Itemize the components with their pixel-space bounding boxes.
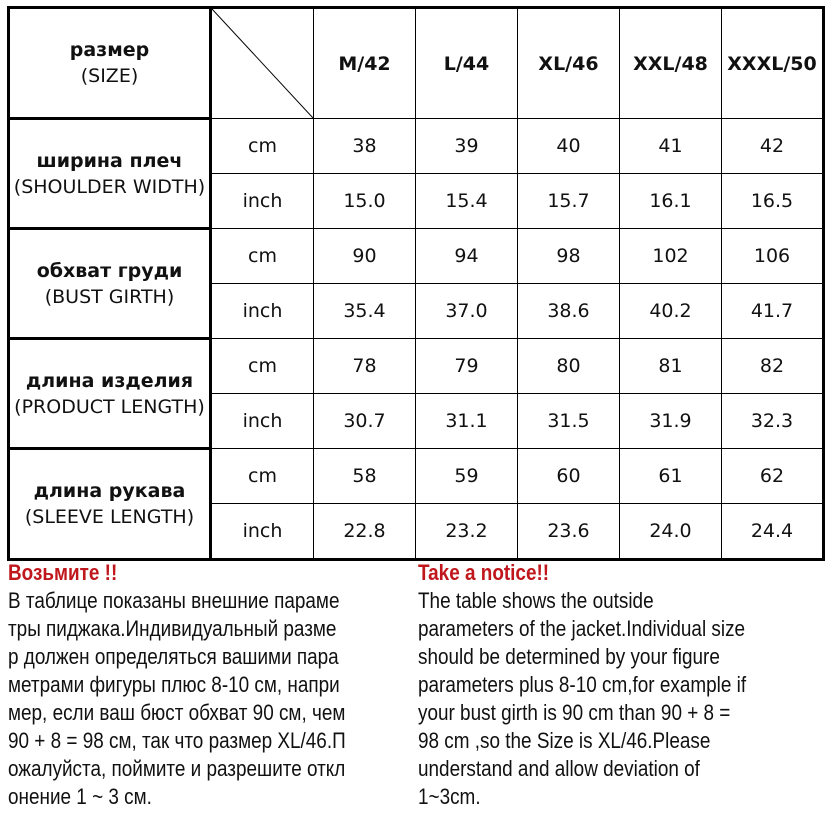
value-cell: 94 — [416, 229, 518, 284]
value-cell: 78 — [314, 339, 416, 394]
notes-english — [418, 559, 746, 811]
notice-title-en: Take a notice!! — [418, 560, 550, 585]
measurement-label-en: (PRODUCT LENGTH) — [14, 395, 205, 418]
measurement-label-en: (SHOULDER WIDTH) — [13, 175, 206, 198]
value-cell: 24.0 — [620, 504, 722, 560]
value-cell: 79 — [416, 339, 518, 394]
unit-cell: cm — [211, 119, 314, 174]
size-chart-table — [7, 6, 825, 561]
unit-cell: cm — [211, 229, 314, 284]
value-cell: 23.2 — [416, 504, 518, 560]
value-cell: 31.1 — [416, 394, 518, 449]
note-line: 90 + 8 = 98 см, так что размер XL/46.П — [8, 728, 346, 753]
measurement-label-ru: обхват груди — [36, 259, 183, 282]
size-header-label — [9, 8, 211, 119]
measurement-label-ru: длина изделия — [25, 369, 194, 392]
value-cell: 15.0 — [314, 174, 416, 229]
value-cell: 30.7 — [314, 394, 416, 449]
measurement-label — [9, 119, 211, 229]
measurement-label — [9, 339, 211, 449]
note-line: understand and allow deviation of — [418, 756, 700, 781]
value-cell: 16.1 — [620, 174, 722, 229]
value-cell: 35.4 — [314, 284, 416, 339]
note-line: ожалуйста, поймите и разрешите откл — [8, 756, 346, 781]
diagonal-cell — [211, 8, 314, 119]
value-cell: 106 — [722, 229, 824, 284]
note-line: your bust girth is 90 cm than 90 + 8 = — [418, 700, 731, 725]
unit-cell: cm — [211, 339, 314, 394]
value-cell: 40 — [518, 119, 620, 174]
value-cell: 102 — [620, 229, 722, 284]
note-line: parameters of the jacket.Individual size — [418, 616, 746, 641]
value-cell: 23.6 — [518, 504, 620, 560]
value-cell: 38.6 — [518, 284, 620, 339]
table-row — [9, 229, 824, 284]
size-column-header: XXXL/50 — [722, 8, 824, 119]
value-cell: 80 — [518, 339, 620, 394]
value-cell: 42 — [722, 119, 824, 174]
note-line: тры пиджака.Индивидуальный разме — [8, 616, 337, 641]
note-line: The table shows the outside — [418, 588, 654, 613]
note-line: метрами фигуры плюс 8-10 см, напри — [8, 672, 340, 697]
value-cell: 82 — [722, 339, 824, 394]
size-column-header: M/42 — [314, 8, 416, 119]
size-column-header: L/44 — [416, 8, 518, 119]
value-cell: 38 — [314, 119, 416, 174]
measurement-label-en: (BUST GIRTH) — [44, 285, 175, 308]
unit-cell: inch — [211, 394, 314, 449]
table-row — [9, 119, 824, 174]
table-row — [9, 449, 824, 504]
size-label-en: (SIZE) — [80, 65, 139, 87]
notes-russian — [8, 559, 346, 811]
value-cell: 62 — [722, 449, 824, 504]
value-cell: 41.7 — [722, 284, 824, 339]
value-cell: 15.4 — [416, 174, 518, 229]
value-cell: 60 — [518, 449, 620, 504]
notice-title-ru: Возьмите !! — [8, 560, 118, 585]
note-line: should be determined by your figure — [418, 644, 720, 669]
measurement-label-ru: длина рукава — [33, 480, 186, 502]
diagonal-line — [212, 9, 313, 118]
unit-cell: inch — [211, 504, 314, 560]
size-label-ru: размер — [69, 39, 150, 61]
value-cell: 41 — [620, 119, 722, 174]
value-cell: 31.9 — [620, 394, 722, 449]
unit-cell: inch — [211, 284, 314, 339]
note-line: р должен определяться вашими пара — [8, 644, 339, 669]
value-cell: 98 — [518, 229, 620, 284]
value-cell: 31.5 — [518, 394, 620, 449]
value-cell: 58 — [314, 449, 416, 504]
measurement-label-en: (SLEEVE LENGTH) — [24, 506, 195, 528]
value-cell: 16.5 — [722, 174, 824, 229]
note-line: 1~3cm. — [418, 784, 481, 809]
measurement-label — [9, 449, 211, 560]
size-column-header: XL/46 — [518, 8, 620, 119]
value-cell: 32.3 — [722, 394, 824, 449]
unit-cell: inch — [211, 174, 314, 229]
value-cell: 90 — [314, 229, 416, 284]
value-cell: 81 — [620, 339, 722, 394]
value-cell: 22.8 — [314, 504, 416, 560]
value-cell: 37.0 — [416, 284, 518, 339]
note-line: 98 cm ,so the Size is XL/46.Please — [418, 728, 711, 753]
measurement-label-ru: ширина плеч — [36, 149, 183, 172]
note-line: В таблице показаны внешние параме — [8, 588, 340, 613]
value-cell: 59 — [416, 449, 518, 504]
value-cell: 40.2 — [620, 284, 722, 339]
value-cell: 15.7 — [518, 174, 620, 229]
measurement-label — [9, 229, 211, 339]
note-line: мер, если ваш бюст обхват 90 см, чем — [8, 700, 346, 725]
note-line: parameters plus 8-10 cm,for example if — [418, 672, 747, 697]
header-row — [9, 8, 824, 119]
value-cell: 61 — [620, 449, 722, 504]
value-cell: 39 — [416, 119, 518, 174]
value-cell: 24.4 — [722, 504, 824, 560]
note-line: онение 1 ~ 3 см. — [8, 784, 152, 809]
unit-cell: cm — [211, 449, 314, 504]
table-row — [9, 339, 824, 394]
size-column-header: XXL/48 — [620, 8, 722, 119]
